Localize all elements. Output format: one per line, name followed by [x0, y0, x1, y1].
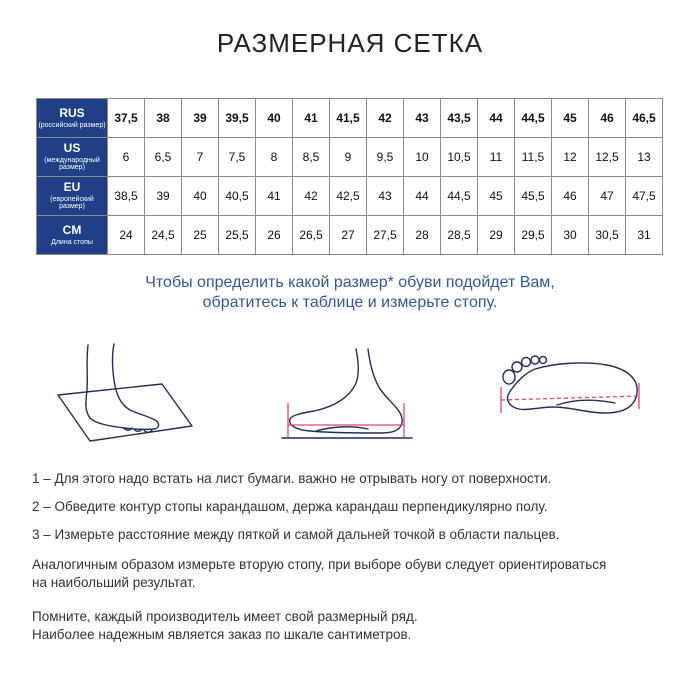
size-cell: 31 — [626, 216, 663, 255]
size-cell: 45,5 — [515, 177, 552, 216]
size-cell: 7 — [182, 138, 219, 177]
size-table — [36, 98, 663, 255]
size-cell: 39 — [145, 177, 182, 216]
size-cell: 24 — [108, 216, 145, 255]
size-cell: 39 — [182, 99, 219, 138]
size-row-us — [37, 138, 663, 177]
size-cell: 45 — [552, 99, 589, 138]
row-header — [37, 216, 108, 255]
size-cell: 30 — [552, 216, 589, 255]
size-cell: 25 — [182, 216, 219, 255]
size-cell: 42 — [293, 177, 330, 216]
intro-text — [0, 273, 700, 313]
size-cell: 24,5 — [145, 216, 182, 255]
size-cell: 7,5 — [219, 138, 256, 177]
row-header — [37, 177, 108, 216]
row-header-subtitle: (международный размер) — [44, 156, 100, 172]
size-cell: 40 — [256, 99, 293, 138]
intro-line-1: Чтобы определить какой размер* обуви подойдет Вам, — [145, 274, 555, 291]
size-cell: 40,5 — [219, 177, 256, 216]
size-cell: 44 — [478, 99, 515, 138]
size-cell: 47 — [589, 177, 626, 216]
size-cell: 26 — [256, 216, 293, 255]
row-header — [37, 138, 108, 177]
intro-line-2: обратитесь к таблице и измерьте стопу. — [202, 294, 498, 311]
size-row-rus — [37, 99, 663, 138]
size-cell: 43,5 — [441, 99, 478, 138]
row-header-subtitle: (российский размер) — [38, 121, 106, 129]
row-header-code: US — [63, 141, 81, 156]
size-cell: 42,5 — [330, 177, 367, 216]
row-header-subtitle: (европейский размер) — [50, 195, 94, 211]
size-cell: 37,5 — [108, 99, 145, 138]
page-title: РАЗМЕРНАЯ СЕТКА — [216, 28, 484, 58]
size-cell: 27,5 — [367, 216, 404, 255]
size-cell: 42 — [367, 99, 404, 138]
size-cell: 45 — [478, 177, 515, 216]
size-cell: 40 — [182, 177, 219, 216]
foot-side-view-illustration — [280, 345, 420, 445]
size-cell: 10,5 — [441, 138, 478, 177]
size-cell: 38 — [145, 99, 182, 138]
size-cell: 9 — [330, 138, 367, 177]
size-cell: 28 — [404, 216, 441, 255]
size-cell: 43 — [367, 177, 404, 216]
size-cell: 25,5 — [219, 216, 256, 255]
size-cell: 44 — [404, 177, 441, 216]
size-cell: 8 — [256, 138, 293, 177]
row-header-code: RUS — [59, 106, 85, 121]
step-1: 1 – Для этого надо встать на лист бумаги. важно не отрывать ногу от поверхности. — [32, 471, 552, 486]
size-cell: 41 — [293, 99, 330, 138]
note-second-foot-line-1: Аналогичным образом измерьте вторую стопу, при выборе обуви следует ориентироваться — [32, 557, 607, 572]
size-cell: 43 — [404, 99, 441, 138]
note-manufacturer-line-1: Помните, каждый производитель имеет свой размерный ряд. — [32, 609, 418, 624]
size-cell: 38,5 — [108, 177, 145, 216]
size-cell: 29,5 — [515, 216, 552, 255]
size-cell: 12 — [552, 138, 589, 177]
row-header-code: EU — [63, 180, 81, 195]
size-cell: 47,5 — [626, 177, 663, 216]
note-second-foot-line-2: на наибольший результат. — [32, 575, 196, 590]
size-cell: 12,5 — [589, 138, 626, 177]
size-cell: 41 — [256, 177, 293, 216]
size-cell: 46,5 — [626, 99, 663, 138]
size-cell: 44,5 — [515, 99, 552, 138]
size-cell: 26,5 — [293, 216, 330, 255]
size-row-cm — [37, 216, 663, 255]
size-cell: 11 — [478, 138, 515, 177]
size-cell: 39,5 — [219, 99, 256, 138]
row-header-code: CM — [62, 223, 82, 238]
note-manufacturer-line-2: Наиболее надежным является заказ по шкале сантиметров. — [32, 627, 412, 642]
foot-sole-view-illustration — [495, 355, 650, 425]
size-cell: 27 — [330, 216, 367, 255]
size-cell: 46 — [552, 177, 589, 216]
size-cell: 13 — [626, 138, 663, 177]
size-cell: 8,5 — [293, 138, 330, 177]
size-cell: 44,5 — [441, 177, 478, 216]
size-cell: 46 — [589, 99, 626, 138]
size-row-eu — [37, 177, 663, 216]
note-second-foot — [32, 556, 606, 592]
size-cell: 30,5 — [589, 216, 626, 255]
row-header-subtitle: Длина стопы — [51, 238, 93, 246]
size-cell: 6,5 — [145, 138, 182, 177]
size-cell: 10 — [404, 138, 441, 177]
step-3: 3 – Измерьте расстояние между пяткой и самой дальней точкой в области пальцев. — [32, 527, 560, 542]
size-cell: 6 — [108, 138, 145, 177]
size-cell: 11,5 — [515, 138, 552, 177]
size-cell: 29 — [478, 216, 515, 255]
size-cell: 9,5 — [367, 138, 404, 177]
step-2: 2 – Обведите контур стопы карандашом, держа карандаш перпендикулярно полу. — [32, 499, 548, 514]
row-header — [37, 99, 108, 138]
size-cell: 41,5 — [330, 99, 367, 138]
note-manufacturer — [32, 608, 418, 644]
foot-on-paper-illustration — [50, 340, 200, 450]
size-cell: 28,5 — [441, 216, 478, 255]
